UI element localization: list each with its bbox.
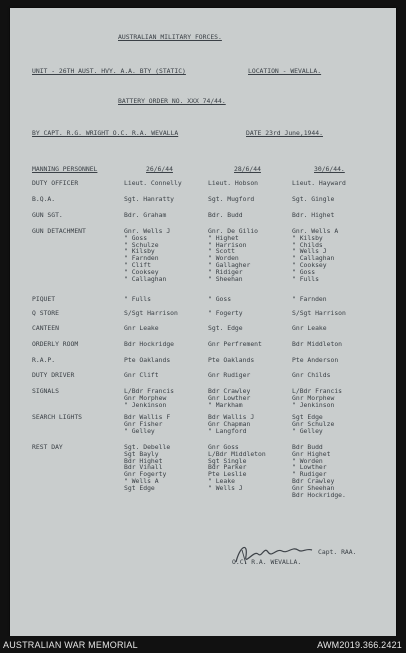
document-page — [10, 8, 396, 636]
duty-entry: Gnr Rudiger — [208, 371, 251, 379]
duty-entry: " Farnden — [124, 254, 159, 263]
duty-entry: Gnr Morphew — [292, 393, 335, 402]
duty-entry: " Wells A — [124, 477, 159, 485]
duty-entry: Sgt Bayly — [124, 449, 159, 458]
duty-entry: S/Sgt Harrison — [292, 309, 346, 317]
duty-entry: " Callaghan — [292, 254, 335, 263]
duty-entry: " Langford — [208, 426, 247, 435]
row-label: B.Q.A. — [32, 195, 56, 203]
row-label: REST DAY — [32, 443, 63, 451]
duty-entry: " Gelley — [292, 426, 323, 435]
duty-entry: Sgt. Gingle — [292, 195, 335, 203]
duty-entry: Lieut. Connelly — [124, 179, 182, 187]
row-label: Q STORE — [32, 309, 59, 317]
order-number: BATTERY ORDER NO. XXX 74/44. — [118, 97, 226, 105]
col-header-d1: 26/6/44 — [146, 165, 173, 173]
duty-entry: S/Sgt Harrison — [124, 309, 178, 317]
duty-entry: " Kilsby — [124, 247, 155, 256]
duty-entry: Gnr Highet — [292, 449, 331, 458]
duty-entry: Bdr Hockridge — [124, 340, 175, 348]
duty-entry: Lieut. Hayward — [292, 179, 346, 187]
duty-entry: Gnr Fogerty — [124, 470, 167, 479]
archive-reference: AWM2019.366.2421 — [317, 640, 402, 650]
duty-entry: Bdr Highet — [124, 456, 163, 465]
duty-entry: " Sheehan — [208, 274, 243, 283]
duty-entry: " Cooksey — [124, 267, 159, 276]
col-header-d2: 28/6/44 — [234, 165, 261, 173]
duty-entry: " Jenkinson — [292, 400, 335, 409]
duty-entry: Pte Oaklands — [124, 356, 171, 364]
duty-entry: Lieut. Hobson — [208, 179, 259, 187]
duty-entry: " Ridiger — [208, 267, 243, 276]
duty-entry: " Fulls — [292, 274, 319, 283]
duty-entry: Bdr Vinall — [124, 463, 163, 472]
row-label: GUN DETACHMENT — [32, 227, 86, 235]
duty-entry: " Clift — [124, 261, 151, 269]
order-date: DATE 23rd June,1944. — [246, 129, 323, 137]
row-label: ORDERLY ROOM — [32, 340, 79, 348]
duty-entry: " Goss — [124, 233, 148, 242]
duty-entry: Gnr Sheehan — [292, 483, 335, 492]
duty-entry: Gnr Schulze — [292, 419, 335, 428]
duty-entry: Sgt. Mugford — [208, 195, 255, 203]
duty-entry: Bdr Wallis F — [124, 413, 171, 421]
duty-entry: Pte Leslie — [208, 470, 247, 479]
duty-entry: Bdr Wallis J — [208, 413, 255, 421]
duty-entry: " Lowther — [292, 463, 327, 472]
duty-entry: Bdr Crawley — [208, 387, 251, 395]
duty-entry: Bdr Parker — [208, 463, 247, 472]
duty-entry: Bdr Crawley — [292, 477, 335, 485]
duty-entry: " Fogerty — [208, 309, 243, 317]
duty-entry: Gnr Chapman — [208, 419, 251, 428]
col-header-personnel: MANNING PERSONNEL — [32, 165, 98, 173]
duty-entry: Sgt Edge — [124, 483, 155, 492]
duty-entry: Gnr Perfrement — [208, 340, 262, 348]
duty-entry: " Worden — [208, 254, 239, 263]
row-label: DUTY DRIVER — [32, 371, 75, 379]
location-line: LOCATION - WEVALLA. — [248, 67, 322, 75]
duty-entry: Gnr Fisher — [124, 419, 163, 428]
duty-entry: " Farnden — [292, 295, 327, 303]
duty-entry: Bdr. Graham — [124, 211, 167, 219]
duty-entry: Gnr Lowther — [208, 393, 251, 402]
duty-entry: " Harrison — [208, 240, 247, 249]
duty-entry: Gnr. Wells J — [124, 227, 171, 235]
duty-entry: Gnr Leake — [292, 324, 327, 332]
duty-entry: " Gallagher — [208, 261, 251, 269]
duty-entry: L/Bdr Francis — [124, 387, 175, 395]
duty-entry: Sgt Edge — [292, 413, 323, 421]
duty-entry: " Wells J — [208, 483, 243, 492]
row-label: GUN SGT. — [32, 211, 63, 219]
duty-entry: Bdr. Highet — [292, 211, 335, 219]
duty-entry: " Childs — [292, 240, 323, 249]
duty-entry: " Callaghan — [124, 274, 167, 283]
duty-entry: Bdr Budd — [292, 443, 323, 451]
row-label: SIGNALS — [32, 387, 59, 395]
duty-entry: " Wells J — [292, 247, 327, 256]
duty-entry: Bdr Hockridge. — [292, 490, 346, 499]
duty-entry: " Kilsby — [292, 233, 323, 242]
row-label: DUTY OFFICER — [32, 179, 79, 187]
duty-entry: Bdr. Budd — [208, 211, 243, 219]
signature-title: O.C. R.A. WEVALLA. — [232, 558, 302, 566]
row-label: CANTEEN — [32, 324, 59, 332]
duty-entry: Sgt. Debelle — [124, 443, 171, 451]
duty-entry: Gnr Clift — [124, 371, 159, 379]
doc-title: AUSTRALIAN MILITARY FORCES. — [118, 33, 222, 41]
by-line: BY CAPT. R.G. WRIGHT O.C. R.A. WEVALLA — [32, 129, 179, 137]
duty-entry: " Fulls — [124, 295, 151, 303]
duty-entry: Sgt. Hanratty — [124, 195, 175, 203]
duty-entry: Bdr Middleton — [292, 340, 343, 348]
duty-entry: Gnr Morphew — [124, 393, 167, 402]
duty-entry: Gnr. De Gilio — [208, 227, 259, 235]
col-header-d3: 30/6/44. — [314, 165, 345, 173]
duty-entry: Gnr Goss — [208, 443, 239, 451]
archive-footer — [0, 636, 406, 653]
duty-entry: Pte Anderson — [292, 356, 339, 364]
duty-entry: Pte Oaklands — [208, 356, 255, 364]
duty-entry: " Highet — [208, 233, 239, 242]
row-label: R.A.P. — [32, 356, 56, 364]
duty-entry: Gnr Childs — [292, 371, 331, 379]
unit-line: UNIT - 26TH AUST. HVY. A.A. BTY (STATIC) — [32, 67, 186, 75]
duty-entry: Sgt. Edge — [208, 324, 243, 332]
duty-entry: " Schulze — [124, 240, 159, 249]
duty-entry: " Cooksey — [292, 261, 327, 269]
duty-entry: " Worden — [292, 456, 323, 465]
duty-entry: " Gelley — [124, 426, 155, 435]
duty-entry: Gnr. Wells A — [292, 227, 339, 235]
duty-entry: " Jenkinson — [124, 400, 167, 409]
duty-entry: L/Bdr Middleton — [208, 449, 266, 458]
archive-name: AUSTRALIAN WAR MEMORIAL — [3, 640, 138, 650]
row-label: PIQUET — [32, 295, 56, 303]
duty-entry: " Markham — [208, 400, 243, 409]
duty-entry: L/Bdr Francis — [292, 387, 343, 395]
duty-entry: " Scott — [208, 247, 235, 256]
duty-entry: " Goss — [292, 267, 316, 276]
row-label: SEARCH LIGHTS — [32, 413, 83, 421]
duty-entry: Gnr Leake — [124, 324, 159, 332]
duty-entry: Sgt Single — [208, 456, 247, 465]
duty-entry: " Rudiger — [292, 470, 327, 479]
signature-rank: Capt. RAA. — [318, 548, 357, 556]
duty-entry: " Goss — [208, 295, 232, 303]
duty-entry: " Leake — [208, 477, 235, 485]
